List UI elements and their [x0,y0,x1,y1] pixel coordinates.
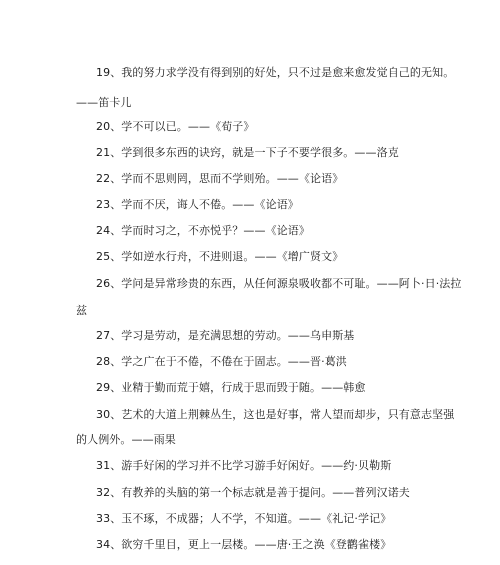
quote-24: 24、学而时习之，不亦悦乎？——《论语》 [96,224,310,237]
quote-29: 29、业精于勤而荒于嬉，行成于思而毁于随。——韩愈 [96,381,366,394]
quote-19-line-1: 19、我的努力求学没有得到别的好处，只不过是愈来愈发觉自己的无知。 [96,66,455,79]
quote-23: 23、学而不厌，诲人不倦。——《论语》 [96,198,299,211]
quote-31: 31、游手好闲的学习并不比学习游手好闲好。——约·贝勒斯 [96,459,392,472]
quote-19-line-2: ——笛卡儿 [76,96,132,109]
quote-20: 20、学不可以已。——《荀子》 [96,120,255,133]
quote-32: 32、有教养的头脑的第一个标志就是善于提问。——普列汉诺夫 [96,486,410,499]
quote-28: 28、学之广在于不倦，不倦在于固志。——晋·葛洪 [96,355,347,368]
quote-21: 21、学到很多东西的诀窍，就是一下子不要学很多。——洛克 [96,146,399,159]
quote-33: 33、玉不琢，不成器；人不学，不知道。——《礼记·学记》 [96,512,392,525]
quote-26-line-1: 26、学问是异常珍贵的东西，从任何源泉吸收都不可耻。——阿卜·日·法拉 [96,277,462,290]
quote-22: 22、学而不思则罔，思而不学则殆。——《论语》 [96,172,344,185]
quote-30-line-2: 的人例外。——雨果 [76,433,176,446]
quote-26-line-2: 兹 [76,304,88,317]
quote-30-line-1: 30、艺术的大道上荆棘丛生，这也是好事，常人望而却步，只有意志坚强 [96,408,455,421]
quote-27: 27、学习是劳动，是充满思想的劳动。——乌申斯基 [96,329,355,342]
quote-25: 25、学如逆水行舟，不进则退。——《增广贤文》 [96,250,344,263]
quote-34: 34、欲穷千里目，更上一层楼。——唐·王之涣《登鹳雀楼》 [96,538,392,551]
